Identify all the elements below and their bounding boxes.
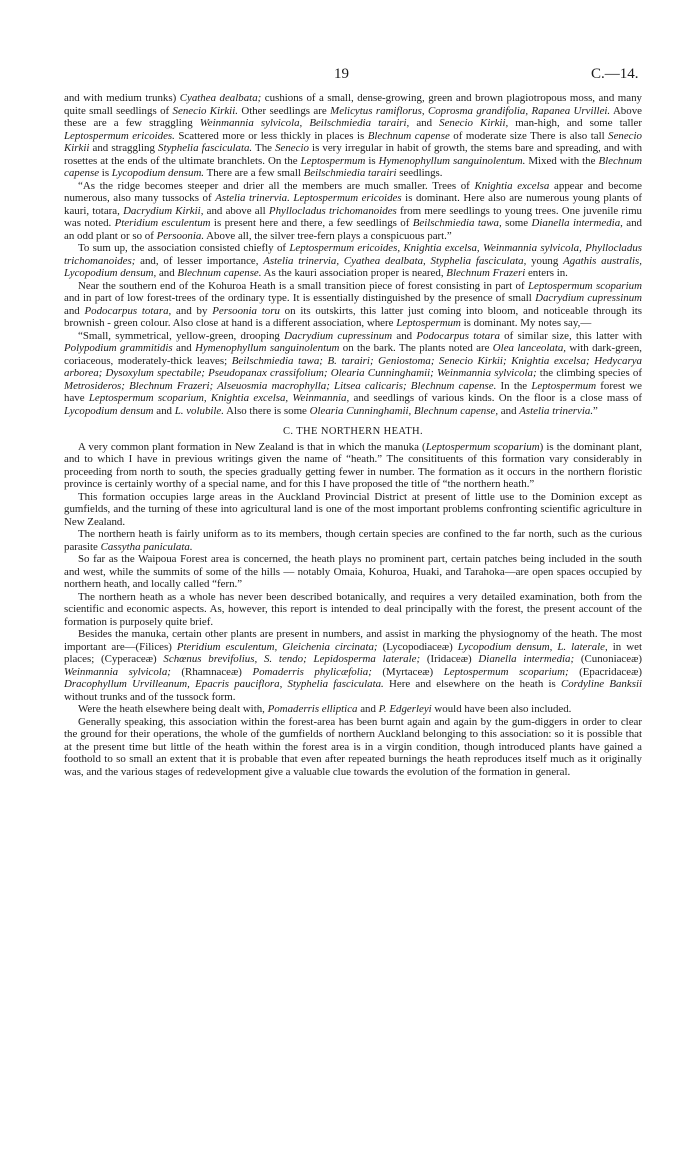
text-run: C. THE NORTHERN HEATH. <box>282 426 424 437</box>
italic-text: Pteridium esculentum, Gleichenia circinata; <box>176 640 378 653</box>
italic-text: Dianella intermedia, <box>531 217 623 229</box>
text-run: and by <box>171 304 213 317</box>
document-reference: C.—14. <box>591 66 639 82</box>
italic-text: Leptospermum scoparium; <box>443 665 569 678</box>
paragraph <box>64 553 642 591</box>
italic-text: Senecio Kirkii <box>64 129 642 154</box>
text-run: is dominant. My notes say,— <box>460 317 592 329</box>
text-run: is present here and there, a few seedlings of <box>210 217 413 229</box>
text-run: and <box>172 342 196 354</box>
text-run: would have been also included. <box>431 703 572 715</box>
text-run: and, of lesser importance, <box>135 254 264 267</box>
italic-text: Leptospermum ericoides. <box>64 129 175 142</box>
italic-text: Dracophyllum Urvilleanum, Epacris pauciflora, Styphelia fasciculata. <box>64 678 384 690</box>
text-run: Generally speaking, this association within the forest-area has been burnt again and again by the gum-diggers in order to clear the ground for their operations, the whole of the gumfields of northern Auckland belonging to this association: so it is possible that at the present time but little of the heath within the forest area is in a virgin condition, though introduced plants have gained a foothold to so small an extent that it is probable that even after repeated burnings the heath reproduces itself much as it originally was, and the various stages of redevelopment give a valuable clue towards the evolution of the formation in general. <box>64 715 642 778</box>
text-run: seedlings. <box>396 167 443 179</box>
text-run: So far as the Waipoua Forest area is concerned, the heath plays no prominent part, certain patches being included in the south and west, while the summits of some of the hills — notably Omaia, Kohuroa, Huaki, and Tarahoka—are open spaces occupied by northern heath, and locally called “fern.” <box>64 553 642 590</box>
italic-text: Leptospermum scoparium <box>425 440 540 453</box>
paragraph <box>64 242 642 280</box>
italic-text: Pomaderris elliptica <box>267 703 358 715</box>
text-run: and seedlings of various kinds. On the floor is a close mass of <box>349 392 643 404</box>
italic-text: Beilschmiedia tarairi <box>303 167 397 179</box>
text-run: In the <box>496 379 532 392</box>
italic-text: Astelia trinervia, Cyathea dealbata, Styphelia fasciculata, <box>263 254 527 267</box>
italic-text: Leptospermum ericoides, Knightia excelsa, Weinmannia sylvicola, Phyllocladus trichomanoides; <box>64 242 643 267</box>
text-run: Also there is some <box>224 404 310 417</box>
paragraph <box>64 330 642 418</box>
paragraph <box>64 716 642 779</box>
italic-text: Senecio Kirkii, <box>439 117 509 129</box>
italic-text: Agathis australis, Lycopodium densum, <box>64 254 642 279</box>
text-run: This formation occupies large areas in the Auckland Provincial District at present of little use to the Dominion except as gumfields, and the turning of these into agricultural land is one of the most important problems confronting scientific agriculture in New Zealand. <box>64 490 642 528</box>
text-run: “Small, symmetrical, yellow-green, drooping <box>78 329 285 342</box>
text-run: (Rhamnaceæ) <box>170 665 253 678</box>
italic-text: Cyathea dealbata; <box>179 92 262 104</box>
italic-text: Blechnum capense. <box>177 267 262 279</box>
text-run: on its outskirts, this latter just coming into bloom, and noticeable through its brownish - green colour. Also close at hand is a different association, where <box>64 304 642 329</box>
text-run: and above all <box>203 204 269 217</box>
text-run: As the kauri association proper is neared, <box>261 267 447 279</box>
italic-text: Podocarpus totara <box>416 329 500 342</box>
italic-text: Leptospermum <box>531 379 597 392</box>
text-run: from mere seedlings to young trees. One juvenile rimu was noted. <box>64 204 642 229</box>
italic-text: Senecio Kirkii. <box>172 104 238 117</box>
page-number: 19 <box>334 66 349 82</box>
text-run: (Epacridaceæ) <box>568 665 642 678</box>
italic-text: Pomaderris phylicæfolia; <box>252 665 372 678</box>
text-run: Above all, the silver tree-fern plays a conspicuous part.” <box>204 229 452 242</box>
text-run: of moderate size There is also tall <box>449 129 609 142</box>
italic-text: Leptospermum scoparium <box>527 279 642 292</box>
italic-text: Lycopodium densum <box>64 404 154 417</box>
italic-text: Knightia excelsa <box>474 179 550 192</box>
text-run: of similar size, this latter with <box>499 329 643 342</box>
text-run: some <box>501 217 532 229</box>
paragraph <box>64 528 642 553</box>
paragraph <box>64 280 642 330</box>
text-run: ” <box>593 404 598 417</box>
italic-text: Olearia Cunninghamii, Blechnum capense, <box>309 404 499 417</box>
italic-text: L. volubile. <box>174 404 224 417</box>
italic-text: Dianella intermedia; <box>478 653 575 665</box>
paragraph <box>64 180 642 243</box>
text-run: and <box>357 703 379 715</box>
text-run: The <box>252 142 276 154</box>
italic-text: Hymenophyllum sanguinolentum <box>195 342 340 354</box>
italic-text: Persoonia toru <box>212 304 280 317</box>
text-run: (Myrtaceæ) <box>371 665 444 678</box>
text-run: Were the heath elsewhere being dealt with, <box>78 703 268 715</box>
italic-text: Weinmannia sylvicola; <box>64 665 171 678</box>
text-run: There are a few small <box>204 167 304 179</box>
text-run: To sum up, the association consisted chiefly of <box>78 242 290 254</box>
text-run: Mixed with the <box>525 154 599 167</box>
text-run: and <box>392 329 417 342</box>
paragraph <box>64 491 642 529</box>
text-run: is dominant. Here also are numerous young plants of kauri, totara, <box>64 192 643 217</box>
text-run: on the bark. The plants noted are <box>339 342 493 354</box>
text-run: and straggling <box>89 142 158 154</box>
italic-text: Lycopodium densum. <box>111 167 205 179</box>
italic-text: Blechnum capense <box>64 154 642 179</box>
text-run: Here and elsewhere on the heath is <box>383 678 561 690</box>
italic-text: P. Edgerleyi <box>378 703 432 715</box>
italic-text: Hymenophyllum sanguinolentum. <box>378 154 526 167</box>
text-run: is very irregular in habit of growth, the stems bare and spreading, and with rosettes at the ends of the ultimate branchlets. On the <box>64 142 643 167</box>
text-run: with dark-green, coriaceous, moderately-thick leaves; <box>64 342 642 367</box>
paragraph <box>64 92 642 180</box>
italic-text: Cordyline Banksii <box>560 678 643 690</box>
text-run: and in part of low forest-trees of the ordinary type. It is essentially distinguished by the presence of small <box>64 292 536 304</box>
text-run: (Cunoniaceæ) <box>574 653 642 665</box>
text-run: and <box>64 304 85 317</box>
italic-text: Schœnus brevifolius, S. tendo; Lepidosperma laterale; <box>163 653 421 665</box>
italic-text: Metrosideros; Blechnum Frazeri; Alseuosmia macrophylla; Litsea calicaris; Blechnum capense. <box>64 379 497 392</box>
text-run: enters in. <box>525 267 568 279</box>
paragraph <box>64 703 642 716</box>
italic-text: Cassytha paniculata. <box>100 540 193 553</box>
italic-text: Styphelia fasciculata. <box>158 142 253 154</box>
text-run: is <box>99 167 112 179</box>
italic-text: Olea lanceolata, <box>492 342 567 354</box>
text-run: and an odd plant or so of <box>64 217 642 242</box>
text-run: and <box>153 404 175 417</box>
text-run: is <box>365 154 379 167</box>
italic-text: Beilschmiedia tawa, <box>412 217 502 229</box>
text-run: and <box>498 404 520 417</box>
text-run: Other seedlings are <box>237 104 331 117</box>
paragraph <box>64 591 642 629</box>
italic-text: Podocarpus totara, <box>84 304 172 317</box>
italic-text: Phyllocladus trichomanoides <box>268 204 397 217</box>
text-run: A very common plant formation in New Zealand is that in which the manuka ( <box>78 440 426 453</box>
italic-text: Dacrydium cupressinum <box>535 292 642 304</box>
text-run: young <box>526 254 564 267</box>
text-run: and <box>156 267 178 279</box>
text-run: appear and become numerous, also many tussocks of <box>64 179 643 204</box>
text-run: Scattered more or less thickly in places is <box>174 129 368 142</box>
text-run: forest we have <box>64 379 642 404</box>
italic-text: Dacrydium Kirkii, <box>123 204 204 217</box>
italic-text: Pteridium esculentum <box>114 217 211 229</box>
text-run: “As the ridge becomes steeper and drier all the members are much smaller. Trees of <box>78 179 475 192</box>
italic-text: Weinmannia sylvicola, Beilschmiedia tarairi, <box>199 117 410 129</box>
text-run: man-high, and some taller <box>508 117 643 129</box>
text-run: Above these are a few straggling <box>64 104 642 129</box>
italic-text: Leptospermum <box>300 154 366 167</box>
italic-text: Persoonia. <box>156 229 205 242</box>
text-run: The northern heath as a whole has never been described botanically, and requires a very detailed examination, both from the scientific and economic aspects. As, however, this report is intended to deal principally with the forest, the present account of the formation is purposely quite brief. <box>64 590 642 628</box>
italic-text: Polypodium grammitidis <box>64 342 173 354</box>
italic-text: Beilschmiedia tawa; B. tarairi; Geniostoma; Senecio Kirkii; Knightia excelsa; Hedycarya arborea; Dysoxylum spectabile; Pseudopanax crassifolium; Olearia Cunninghamii; Weinmannia sylvicola; <box>64 354 643 379</box>
section-heading <box>64 426 642 439</box>
italic-text: Blechnum capense <box>367 129 450 142</box>
italic-text: Dacrydium cupressinum <box>284 329 393 342</box>
text-run: the climbing species of <box>536 367 642 379</box>
text-run: (Lycopodiaceæ) <box>377 640 458 653</box>
text-run: cushions of a small, dense-growing, green and brown plagiotropous moss, and many quite small seedlings of <box>64 92 642 117</box>
text-run: The northern heath is fairly uniform as to its members, though certain species are confined to the far north, such as the curious parasite <box>64 528 642 553</box>
paragraph <box>64 628 642 703</box>
italic-text: Senecio <box>275 142 309 154</box>
italic-text: Lycopodium densum, L. laterale, <box>457 640 608 653</box>
text-run: in wet places; (Cyperaceæ) <box>64 640 642 665</box>
italic-text: Astelia trinervia. Leptospermum ericoides <box>215 192 402 204</box>
italic-text: Leptospermum scoparium, Knightia excelsa, Weinmannia, <box>88 392 350 404</box>
text-run: Besides the manuka, certain other plants are present in numbers, and assist in marking the physiognomy of the heath. The most important are—(Filices) <box>64 628 642 653</box>
italic-text: Blechnum Frazeri <box>446 267 526 279</box>
document-body <box>64 92 642 778</box>
text-run: Near the southern end of the Kohuroa Heath is a small transition piece of forest consisting in part of <box>78 279 528 292</box>
text-run: and <box>409 117 440 129</box>
text-run: without trunks and of the tussock form. <box>64 690 236 703</box>
text-run: (Iridaceæ) <box>420 653 479 665</box>
text-run: ) is the dominant plant, and to which I have in previous writings given the name of “heath.” The consitituents of this formation vary considerably in proceeding from north to south, the species gradually getting fewer in number. The formation as it occurs in the northern floristic province is certainly worthy of a special name, and for this I have proposed the title of “the northern heath.” <box>64 440 642 490</box>
text-run: and with medium trunks) <box>64 92 180 104</box>
italic-text: Melicytus ramiflorus, Coprosma grandifolia, Rapanea Urvillei. <box>330 104 611 117</box>
paragraph <box>64 441 642 491</box>
italic-text: Astelia trinervia. <box>519 404 594 417</box>
italic-text: Leptospermum <box>396 317 461 329</box>
